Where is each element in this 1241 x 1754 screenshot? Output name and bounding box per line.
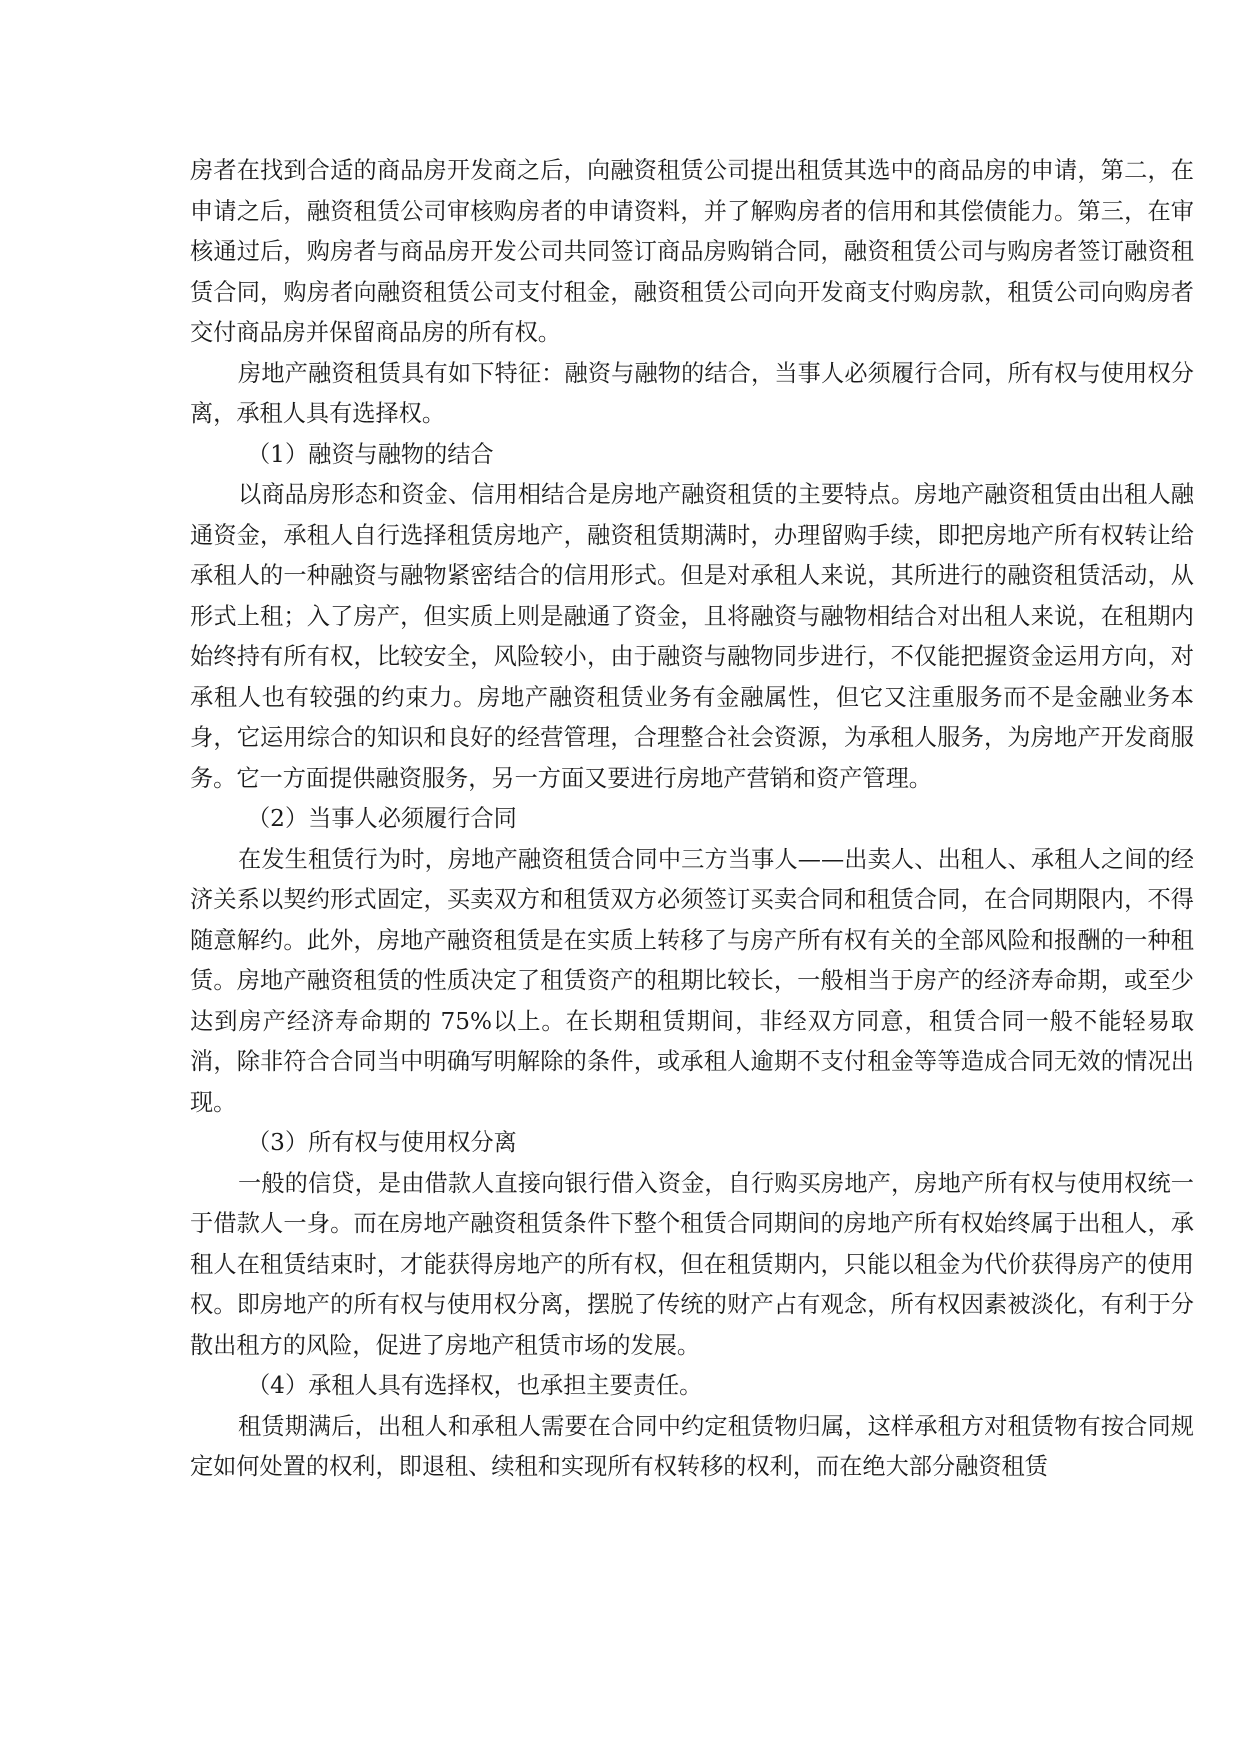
body-paragraph: 房者在找到合适的商品房开发商之后，向融资租赁公司提出租赁其选中的商品房的申请，第二，在申请之后，融资租赁公司审核购房者的申请资料，并了解购房者的信用和其偿债能力。第三，在审核通过后，购房者与商品房开发公司共同签订商品房购销合同，融资租赁公司与购房者签订融资租赁合同，购房者向融资租赁公司支付租金，融资租赁公司向开发商支付购房款，租赁公司向购房者交付商品房并保留商品房的所有权。 (190, 157, 1194, 346)
section-heading: （4）承租人具有选择权，也承担主要责任。 (247, 1372, 703, 1399)
body-paragraph: 一般的信贷，是由借款人直接向银行借入资金，自行购买房地产，房地产所有权与使用权统一于借款人一身。而在房地产融资租赁条件下整个租赁合同期间的房地产所有权始终属于出租人，承租人在租赁结束时，才能获得房地产的所有权，但在租赁期内，只能以租金为代价获得房产的使用权。即房地产的所有权与使用权分离，摆脱了传统的财产占有观念，所有权因素被淡化，有利于分散出租方的风险，促进了房地产租赁市场的发展。 (190, 1169, 1194, 1359)
document-page (190, 151, 1194, 1488)
section-heading: （3）所有权与使用权分离 (247, 1129, 517, 1156)
body-paragraph: 租赁期满后，出租人和承租人需要在合同中约定租赁物归属，这样承租方对租赁物有按合同规定如何处置的权利，即退租、续租和实现所有权转移的权利，而在绝大部分融资租赁 (190, 1412, 1194, 1480)
section-heading: （2）当事人必须履行合同 (247, 805, 517, 832)
body-paragraph: 以商品房形态和资金、信用相结合是房地产融资租赁的主要特点。房地产融资租赁由出租人融通资金，承租人自行选择租赁房地产，融资租赁期满时，办理留购手续，即把房地产所有权转让给承租人的一种融资与融物紧密结合的信用形式。但是对承租人来说，其所进行的融资租赁活动，从形式上租；入了房产，但实质上则是融通了资金，且将融资与融物相结合对出租人来说，在租期内始终持有所有权，比较安全，风险较小，由于融资与融物同步进行，不仅能把握资金运用方向，对承租人也有较强的约束力。房地产融资租赁业务有金融属性，但它又注重服务而不是金融业务本身，它运用综合的知识和良好的经营管理，合理整合社会资源，为承租人服务，为房地产开发商服务。它一方面提供融资服务，另一方面又要进行房地产营销和资产管理。 (190, 481, 1194, 792)
body-paragraph: 在发生租赁行为时，房地产融资租赁合同中三方当事人——出卖人、出租人、承租人之间的经济关系以契约形式固定，买卖双方和租赁双方必须签订买卖合同和租赁合同，在合同期限内，不得随意解约。此外，房地产融资租赁是在实质上转移了与房产所有权有关的全部风险和报酬的一种租赁。房地产融资租赁的性质决定了租赁资产的租期比较长，一般相当于房产的经济寿命期，或至少达到房产经济寿命期的 75%以上。在长期租赁期间，非经双方同意，租赁合同一般不能轻易取消，除非符合合同当中明确写明解除的条件，或承租人逾期不支付租金等等造成合同无效的情况出现。 (190, 845, 1194, 1116)
section-heading: （1）融资与融物的结合 (247, 440, 494, 468)
body-paragraph: 房地产融资租赁具有如下特征：融资与融物的结合，当事人必须履行合同，所有权与使用权分离，承租人具有选择权。 (190, 359, 1194, 427)
